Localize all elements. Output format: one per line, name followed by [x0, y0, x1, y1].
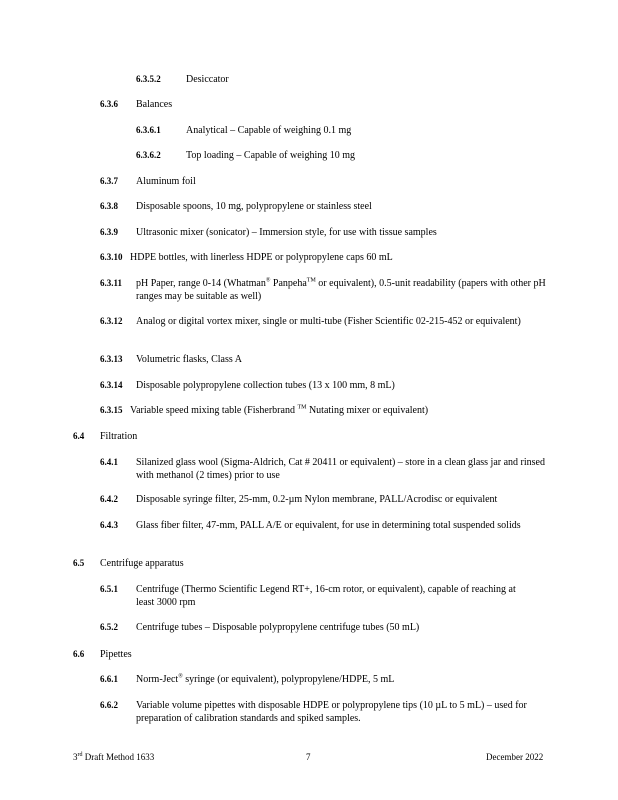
section-text: Top loading – Capable of weighing 10 mg: [186, 150, 355, 161]
section-number: 6.3.9: [100, 227, 118, 237]
section-number: 6.4.2: [100, 494, 118, 504]
section-number: 6.4: [73, 431, 85, 441]
section-number: 6.3.5.2: [136, 74, 161, 84]
text-part: Norm-Ject: [136, 674, 179, 685]
section-text: HDPE bottles, with linerless HDPE or polypropylene caps 60 mL: [130, 252, 393, 263]
section-number: 6.3.15: [100, 405, 123, 415]
section-text: [136, 277, 546, 303]
section-text: Variable volume pipettes with disposable HDPE or polypropylene tips (10 µL to 5 mL) – used for preparation of calibration standards and spiked samples.: [136, 700, 527, 724]
section-number: 6.6.1: [100, 674, 118, 684]
section-text: Centrifuge (Thermo Scientific Legend RT+, 16-cm rotor, or equivalent), capable of reaching at least 3000 rpm: [136, 584, 516, 608]
section-text: Desiccator: [186, 74, 229, 85]
page-number: 7: [306, 752, 311, 762]
text-part: pH Paper, range 0-14 (Whatman: [136, 278, 266, 289]
section-number: 6.3.7: [100, 176, 118, 186]
footer-text: 3: [73, 752, 78, 762]
section-number: 6.5.2: [100, 622, 118, 632]
section-text: Analytical – Capable of weighing 0.1 mg: [186, 125, 352, 136]
section-number: 6.3.6.1: [136, 125, 161, 135]
section-number: 6.6: [73, 649, 85, 659]
text-part: syringe (or equivalent), polypropylene/HDPE, 5 mL: [182, 674, 395, 685]
section-heading: Pipettes: [100, 649, 132, 660]
text-part: Panpeha: [270, 278, 307, 289]
section-text: Ultrasonic mixer (sonicator) – Immersion style, for use with tissue samples: [136, 227, 437, 238]
trademark: TM: [306, 277, 316, 284]
text-part: Nutating mixer or equivalent): [306, 405, 429, 416]
section-number: 6.3.13: [100, 354, 123, 364]
section-number: 6.6.2: [100, 700, 118, 710]
section-number: 6.4.3: [100, 520, 118, 530]
section-number: 6.5.1: [100, 584, 118, 594]
section-text: Balances: [136, 99, 173, 110]
section-number: 6.5: [73, 558, 85, 568]
section-heading: Filtration: [100, 431, 138, 442]
section-number: 6.3.8: [100, 201, 118, 211]
registered-mark: ®: [178, 673, 183, 680]
footer-text: Draft Method 1633: [82, 752, 155, 762]
section-text: Volumetric flasks, Class A: [136, 354, 242, 365]
section-number: 6.3.14: [100, 380, 123, 390]
section-text: Aluminum foil: [136, 176, 196, 187]
text-part: Variable speed mixing table (Fisherbrand: [130, 405, 298, 416]
section-text: [136, 673, 394, 686]
section-number: 6.3.6: [100, 99, 118, 109]
section-text: Disposable polypropylene collection tubes (13 x 100 mm, 8 mL): [136, 380, 395, 391]
section-number: 6.4.1: [100, 457, 118, 467]
section-number: 6.3.11: [100, 278, 123, 288]
text-part: or equivalent), 0.5-unit readability (papers with other pH ranges may be suitable as well): [136, 278, 546, 302]
section-number: 6.3.12: [100, 316, 123, 326]
section-text: [130, 404, 428, 417]
section-text: Disposable syringe filter, 25-mm, 0.2-µm Nylon membrane, PALL/Acrodisc or equivalent: [136, 494, 498, 505]
section-text: Centrifuge tubes – Disposable polypropylene centrifuge tubes (50 mL): [136, 622, 420, 633]
section-number: 6.3.10: [100, 252, 123, 262]
section-heading: Centrifuge apparatus: [100, 558, 184, 569]
section-text: Disposable spoons, 10 mg, polypropylene or stainless steel: [136, 201, 372, 212]
section-text: Silanized glass wool (Sigma-Aldrich, Cat # 20411 or equivalent) – store in a clean glass jar and rinsed with methanol (2 times) prior to use: [136, 457, 545, 481]
section-text: Analog or digital vortex mixer, single or multi-tube (Fisher Scientific 02-215-452 or equivalent): [136, 316, 521, 327]
registered-mark: ®: [265, 277, 271, 284]
section-number: 6.3.6.2: [136, 150, 161, 160]
footer-date: December 2022: [486, 752, 544, 762]
trademark: TM: [297, 404, 307, 411]
ordinal-suffix: rd: [77, 752, 83, 758]
section-text: Glass fiber filter, 47-mm, PALL A/E or equivalent, for use in determining total suspended solids: [136, 520, 521, 531]
footer-left: [73, 751, 154, 763]
